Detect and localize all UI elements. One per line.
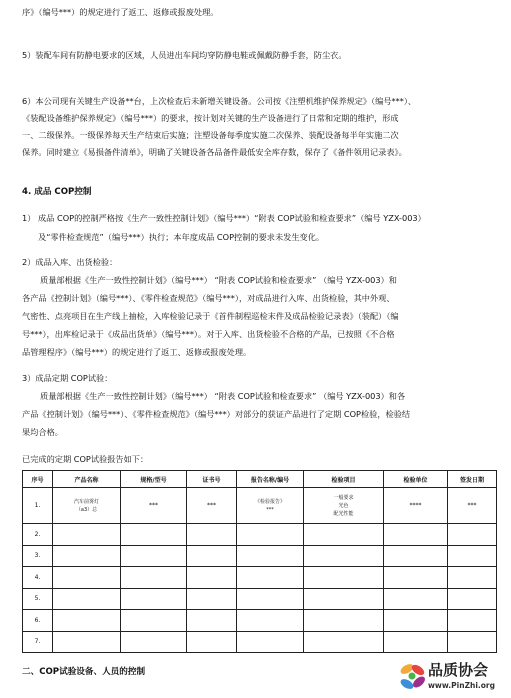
- logo-url: www.PinZhi.org: [428, 681, 495, 690]
- section-item-2-title: 2）成品入库、出货检验：: [22, 257, 118, 267]
- pinzhi-logo-icon: [398, 660, 426, 694]
- paragraph-item-6-line-3: 一、二级保养。一级保养每天生产结束后实施；注塑设备每季度实施二次保养、装配设备每半年实施二次: [22, 130, 399, 140]
- table-row: [23, 488, 497, 524]
- cop-report-table: [22, 470, 497, 653]
- section-item-2-line-1: 质量部根据《生产一致性控制计划》（编号***） “附表 COP试验和检查要求” （编号 YZX-003）和: [40, 275, 397, 285]
- col-header-index: 序号: [23, 471, 53, 488]
- cell-product-line-1: 汽车前雾灯: [73, 498, 99, 505]
- paragraph-item-6-line-2: 《装配设备维护保养规定》（编号***）的要求，按计划对关键的生产设备进行了日常和定期的维护，形成: [22, 113, 399, 123]
- section-item-3-line-1: 质量部根据《生产一致性控制计划》（编号***） “附表 COP试验和检查要求” （编号 YZX-003）和各: [40, 391, 406, 401]
- col-header-product: 产品名称: [53, 471, 121, 488]
- cell-model: ***: [121, 488, 187, 524]
- col-header-date: 签发日期: [448, 471, 497, 488]
- cell-index: 5.: [23, 588, 53, 610]
- cell-items-line-2: 光色: [338, 502, 349, 509]
- col-header-cert: 证书号: [187, 471, 237, 488]
- paragraph-item-6-line-4: 保养。同时建立《易损备件清单》，明确了关键设备各品备件最低安全库存数，保存了《备件领用记录表》。: [22, 147, 407, 157]
- section-item-2-line-2: 各产品《控制计划》（编号***）、《零件检查规范》（编号***），对成品进行入库、出货检验，其中外观、: [22, 293, 395, 303]
- cell-index: 4.: [23, 567, 53, 589]
- section-item-2-line-3: 气密性、点亮项目在生产线上抽检，入库检验记录于《首件制程巡检末件及成品检验记录表》（装配）（编: [22, 311, 399, 321]
- col-header-report: 报告名称/编号: [237, 471, 304, 488]
- section-item-3-title: 3）成品定期 COP试验：: [22, 373, 113, 383]
- cell-report: [237, 488, 304, 524]
- table-row: [23, 567, 497, 589]
- col-header-lab: 检验单位: [384, 471, 448, 488]
- cell-index: 7.: [23, 631, 53, 653]
- table-row: [23, 631, 497, 653]
- cell-index: 2.: [23, 524, 53, 546]
- cell-report-line-1: 《检验报告》: [254, 498, 285, 505]
- cell-lab: ****: [384, 488, 448, 524]
- cell-report-line-2: ***: [266, 506, 274, 513]
- section-item-2-line-5: 品管理程序》（编号***）的规定进行了返工、返修或报废处理。: [22, 347, 252, 357]
- col-header-items: 检验项目: [304, 471, 384, 488]
- logo-name: 品质协会: [428, 661, 489, 679]
- col-header-model: 规格/型号: [121, 471, 187, 488]
- cell-items: [304, 488, 384, 524]
- paragraph-line: 序》（编号***）的规定进行了返工、返修或报废处理。: [22, 7, 219, 17]
- cell-product: [53, 488, 121, 524]
- watermark-logo: [398, 657, 508, 697]
- cell-date: ***: [448, 488, 497, 524]
- cell-cert: ***: [187, 488, 237, 524]
- section-item-3-line-2: 产品《控制计划》（编号***）、《零件检查规范》（编号***）对部分的获证产品进行了定期 COP检验，检验结: [22, 409, 411, 419]
- section-item-2-line-4: 号***），出库检记录于《成品出货单》（编号***）。对于入库、出货检验不合格的产品，已按照《不合格: [22, 329, 395, 339]
- cell-index: 1.: [23, 488, 53, 524]
- cell-items-line-3: 配光性能: [333, 510, 354, 517]
- paragraph-item-5: 5）装配车间有防静电要求的区域，人员进出车间均穿防静电鞋或佩戴防静手套，防尘衣。: [22, 50, 347, 60]
- cell-index: 3.: [23, 545, 53, 567]
- section-heading: 4. 成品 COP控制: [22, 187, 92, 197]
- table-header-row: [23, 471, 497, 488]
- cell-product-line-2: （a3）总: [75, 506, 98, 513]
- table-caption: 已完成的定期 COP试验报告如下：: [22, 454, 149, 464]
- cell-items-line-1: 一般要求: [333, 494, 354, 501]
- section-heading-2: 二、COP试验设备、人员的控制: [22, 667, 146, 677]
- table-row: [23, 545, 497, 567]
- table-row: [23, 524, 497, 546]
- paragraph-item-6-line-1: 6）本公司现有关键生产设备**台，上次检查后未新增关键设备。公司按《注塑机维护保养规定》（编号***）、: [22, 96, 417, 106]
- section-item-1-line-2: 及“零件检查规范”（编号***）执行；本年度成品 COP控制的要求未发生变化。: [38, 232, 325, 242]
- section-item-1-line-1: 1） 成品 COP的控制严格按《生产一致性控制计划》（编号***）“附表 COP试验和检查要求”（编号 YZX-003）: [22, 213, 426, 223]
- table-row: [23, 610, 497, 632]
- table-row: [23, 588, 497, 610]
- cell-index: 6.: [23, 610, 53, 632]
- section-item-3-line-3: 果均合格。: [22, 427, 63, 437]
